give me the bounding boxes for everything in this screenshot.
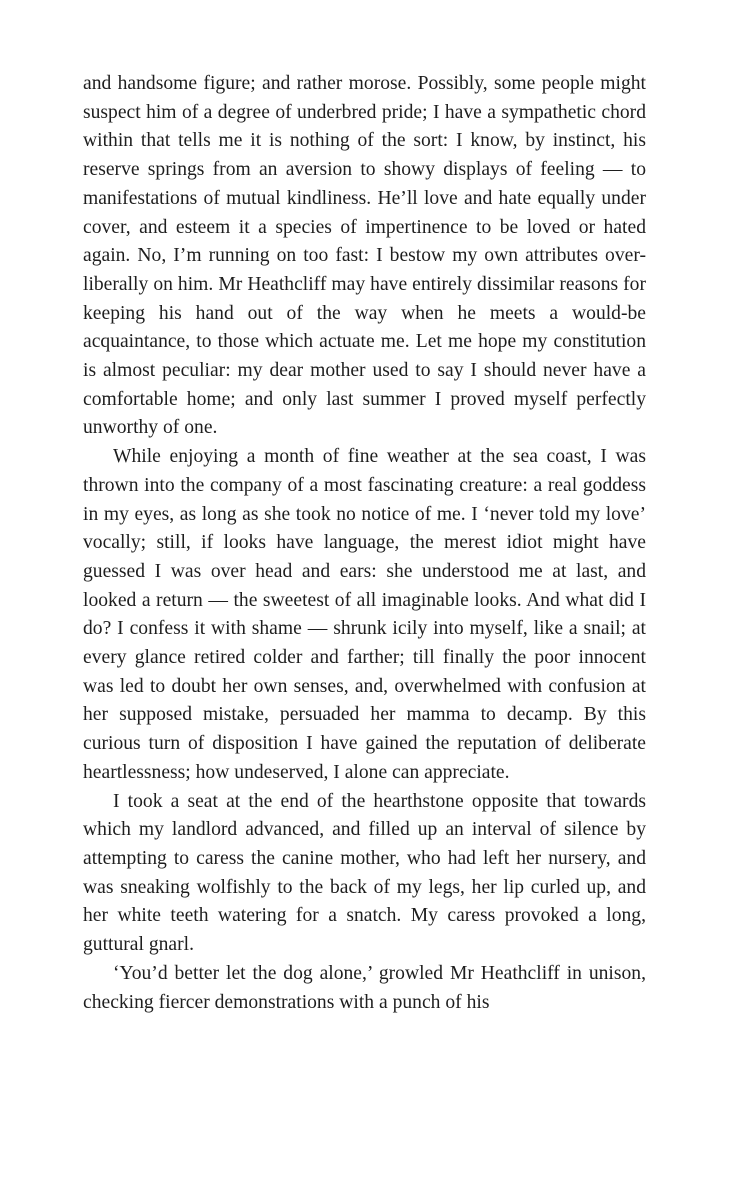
paragraph-dog-alone: ‘You’d better let the dog alone,’ growled Mr Heathcliff in unison, checking fiercer demonstrations with a punch of his	[83, 962, 646, 1013]
book-page-text	[83, 70, 646, 1017]
paragraph-continued: and handsome figure; and rather morose. Possibly, some people might suspect him of a degree of underbred pride; I have a sympathetic chord within that tells me it is nothing of the sort: I know, by instinct, his reserve springs from an aversion to showy displays of feeling — to manifestations of mutual kindliness. He’ll love and hate equally under cover, and esteem it a species of impertinence to be loved or hated again. No, I’m running on too fast: I bestow my own attributes over-liberally on him. Mr Heathcliff may have entirely dissimilar reasons for keeping his hand out of the way when he meets a would-be acquaintance, to those which actuate me. Let me hope my constitution is almost peculiar: my dear mother used to say I should never have a comfortable home; and only last summer I proved myself perfectly unworthy of one.	[83, 73, 646, 439]
paragraph-hearthstone: I took a seat at the end of the hearthstone opposite that towards which my landlord advanced, and filled up an interval of silence by attempting to caress the canine mother, who had left her nursery, and was sneaking wolfishly to the back of my legs, her lip curled up, and her white teeth watering for a snatch. My caress provoked a long, guttural gnarl.	[83, 790, 646, 956]
paragraph-sea-coast: While enjoying a month of fine weather at the sea coast, I was thrown into the company of a most fascinating creature: a real goddess in my eyes, as long as she took no notice of me. I ‘never told my love’ vocally; still, if looks have language, the merest idiot might have guessed I was over head and ears: she understood me at last, and looked a return — the sweetest of all imaginable looks. And what did I do? I confess it with shame — shrunk icily into myself, like a snail; at every glance retired colder and farther; till finally the poor innocent was led to doubt her own senses, and, overwhelmed with confusion at her supposed mistake, persuaded her mamma to decamp. By this curious turn of disposition I have gained the reputation of deliberate heartlessness; how undeserved, I alone can appreciate.	[83, 446, 646, 783]
